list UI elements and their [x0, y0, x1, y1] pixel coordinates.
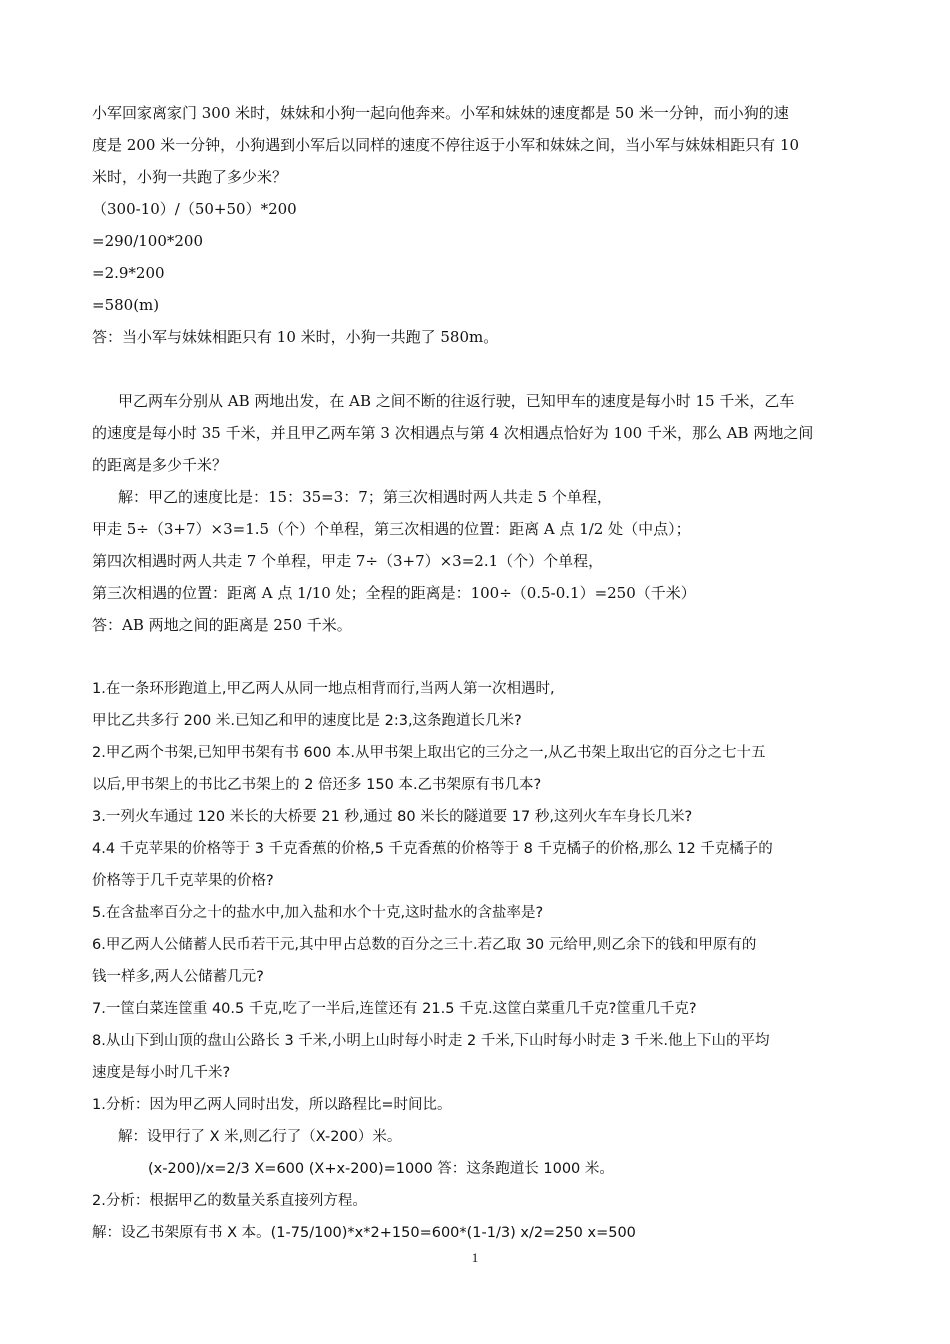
list-line-4: 以后,甲书架上的书比乙书架上的 2 倍还多 150 本.乙书架原有书几本?	[92, 777, 542, 793]
problem1-line-4: （300-10）/（50+50）*200	[92, 200, 297, 218]
page-number: 1	[471, 1250, 479, 1265]
list-line-8: 5.在含盐率百分之十的盐水中,加入盐和水个十克,这时盐水的含盐率是?	[92, 905, 544, 921]
list-line-12: 8.从山下到山顶的盘山公路长 3 千米,小明上山时每小时走 2 千米,下山时每小时走 3 千米.他上下山的平均	[92, 1033, 770, 1049]
problem2-line-1: 甲乙两车分别从 AB 两地出发，在 AB 之间不断的往返行驶，已知甲车的速度是每小时 15 千米，乙车	[118, 392, 795, 410]
list-line-7: 价格等于几千克苹果的价格?	[92, 873, 274, 889]
list-line-6: 4.4 千克苹果的价格等于 3 千克香蕉的价格,5 千克香蕉的价格等于 8 千克橘子的价格,那么 12 千克橘子的	[92, 841, 773, 857]
problem2-answer: 答：AB 两地之间的距离是 250 千米。	[92, 616, 352, 634]
problem2-line-7: 第三次相遇的位置：距离 A 点 1/10 处；全程的距离是：100÷（0.5-0.1）=250（千米）	[92, 584, 696, 602]
solution-line-4: 2.分析：根据甲乙的数量关系直接列方程。	[92, 1193, 367, 1209]
list-line-9: 6.甲乙两人公储蓄人民币若干元,其中甲占总数的百分之三十.若乙取 30 元给甲,则乙余下的钱和甲原有的	[92, 937, 757, 953]
problem1-line-7: =580(m)	[92, 296, 160, 314]
problem2-line-3: 的距离是多少千米？	[92, 456, 228, 474]
list-line-5: 3.一列火车通过 120 米长的大桥要 21 秒,通过 80 米长的隧道要 17 秒,这列火车车身长几米?	[92, 809, 693, 825]
problem2-line-2: 的速度是每小时 35 千米，并且甲乙两车第 3 次相遇点与第 4 次相遇点恰好为 100 千米，那么 AB 两地之间	[92, 424, 814, 442]
problem2-line-4: 解：甲乙的速度比是：15：35=3：7；第三次相遇时两人共走 5 个单程，	[118, 488, 612, 506]
problem2-line-5: 甲走 5÷（3+7）×3=1.5（个）个单程，第三次相遇的位置：距离 A 点 1/2 处（中点）；	[92, 520, 691, 538]
list-line-13: 速度是每小时几千米?	[92, 1065, 231, 1081]
solution-line-5: 解：设乙书架原有书 X 本。(1-75/100)*x*2+150=600*(1-1/3) x/2=250 x=500	[92, 1225, 636, 1241]
problem1-line-1: 小军回家离家门 300 米时，妹妹和小狗一起向他奔来。小军和妹妹的速度都是 50 米一分钟，而小狗的速	[92, 104, 789, 122]
list-line-3: 2.甲乙两个书架,已知甲书架有书 600 本.从甲书架上取出它的三分之一,从乙书架上取出它的百分之七十五	[92, 745, 766, 761]
problem1-line-5: =290/100*200	[92, 232, 204, 250]
list-line-2: 甲比乙共多行 200 米.已知乙和甲的速度比是 2:3,这条跑道长几米?	[92, 713, 522, 729]
solution-line-2: 解：设甲行了 X 米,则乙行了（X-200）米。	[118, 1129, 402, 1145]
problem1-line-6: =2.9*200	[92, 264, 165, 282]
list-line-11: 7.一筐白菜连筐重 40.5 千克,吃了一半后,连筐还有 21.5 千克.这筐白菜重几千克?筐重几千克?	[92, 1001, 697, 1017]
solution-line-3: (x-200)/x=2/3 X=600 (X+x-200)=1000 答：这条跑道长 1000 米。	[148, 1161, 614, 1177]
list-line-1: 1.在一条环形跑道上,甲乙两人从同一地点相背而行,当两人第一次相遇时,	[92, 681, 555, 697]
list-line-10: 钱一样多,两人公储蓄几元?	[92, 969, 264, 985]
problem1-answer: 答：当小军与妹妹相距只有 10 米时，小狗一共跑了 580m。	[92, 328, 499, 346]
problem1-line-2: 度是 200 米一分钟，小狗遇到小军后以同样的速度不停往返于小军和妹妹之间，当小军与妹妹相距只有 10	[92, 136, 800, 154]
problem2-line-6: 第四次相遇时两人共走 7 个单程，甲走 7÷（3+7）×3=2.1（个）个单程，	[92, 552, 604, 570]
problem1-line-3: 米时，小狗一共跑了多少米？	[92, 168, 288, 186]
solution-line-1: 1.分析：因为甲乙两人同时出发，所以路程比=时间比。	[92, 1097, 452, 1113]
